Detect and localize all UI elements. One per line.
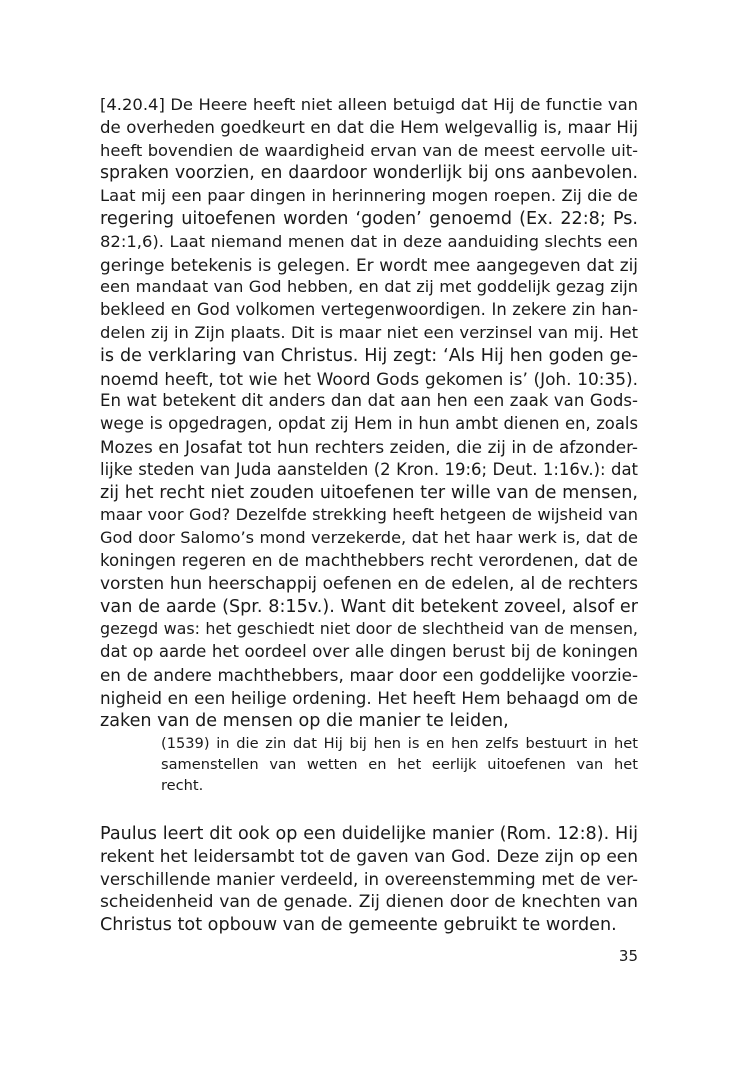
text-line: gezegd was: het geschiedt niet door de slechtheid van de mensen, xyxy=(100,619,638,639)
text-line: God door Salomo’s mond verzekerde, dat het haar werk is, dat de xyxy=(100,528,638,548)
text-line: Laat mij een paar dingen in herinnering mogen roepen. Zij die de xyxy=(100,186,638,206)
page-number: 35 xyxy=(618,947,638,965)
note-line: (1539) in die zin dat Hij bij hen is en hen zelfs bestuurt in het xyxy=(161,735,638,753)
text-line: verschillende manier verdeeld, in overeenstemming met de ver- xyxy=(100,869,638,889)
note-line: samenstellen van wetten en het eerlijk uitoefenen van het xyxy=(161,755,638,773)
text-line: de overheden goedkeurt en dat die Hem welgevallig is, maar Hij xyxy=(100,117,638,137)
note-1539 xyxy=(161,734,638,796)
text-line: zaken van de mensen op die manier te leiden, xyxy=(100,710,509,731)
text-line: van de aarde (Spr. 8:15v.). Want dit betekent zoveel, alsof er xyxy=(100,596,638,617)
text-line: heeft bovendien de waardigheid ervan van de meest eervolle uit- xyxy=(100,140,638,160)
text-line: en de andere machthebbers, maar door een goddelijke voorzie- xyxy=(100,664,638,685)
text-line: Paulus leert dit ook op een duidelijke manier (Rom. 12:8). Hij xyxy=(100,824,638,845)
text-line: Mozes en Josafat tot hun rechters zeiden, die zij in de afzonder- xyxy=(100,436,638,457)
text-line: bekleed en God volkomen vertegenwoordigen. In zekere zin han- xyxy=(100,300,638,320)
text-line: [4.20.4] De Heere heeft niet alleen betuigd dat Hij de functie van xyxy=(100,95,638,114)
text-line: wege is opgedragen, opdat zij Hem in hun ambt dienen en, zoals xyxy=(100,414,638,434)
text-line: scheidenheid van de genade. Zij dienen door de knechten van xyxy=(100,892,638,913)
paragraph-paulus xyxy=(100,823,638,937)
note-line: recht. xyxy=(161,776,204,794)
text-line: dat op aarde het oordeel over alle dingen berust bij de koningen xyxy=(100,642,638,662)
text-line: koningen regeren en de machthebbers recht verordenen, dat de xyxy=(100,550,638,570)
page-body xyxy=(100,94,638,937)
text-line: zij het recht niet zouden uitoefenen ter wille van de mensen, xyxy=(100,482,638,503)
text-line: geringe betekenis is gelegen. Er wordt mee aangegeven dat zij xyxy=(100,254,638,275)
paragraph-4-20-4 xyxy=(100,94,638,732)
text-line: vorsten hun heerschappij oefenen en de edelen, al de rechters xyxy=(100,573,638,594)
text-line: rekent het leidersambt tot de gaven van God. Deze zijn op een xyxy=(100,846,638,867)
text-line: spraken voorzien, en daardoor wonderlijk bij ons aanbevolen. xyxy=(100,163,638,184)
text-line: is de verklaring van Christus. Hij zegt: ‘Als Hij hen goden ge- xyxy=(100,345,638,366)
text-line: lijke steden van Juda aanstelden (2 Kron. 19:6; Deut. 1:16v.): dat xyxy=(100,459,638,479)
text-line: Christus tot opbouw van de gemeente gebruikt te worden. xyxy=(100,915,617,936)
text-line: En wat betekent dit anders dan dat aan hen een zaak van Gods- xyxy=(100,391,638,411)
text-line: een mandaat van God hebben, en dat zij met goddelijk gezag zijn xyxy=(100,277,638,297)
text-line: noemd heeft, tot wie het Woord Gods gekomen is’ (Joh. 10:35). xyxy=(100,368,638,389)
text-line: maar voor God? Dezelfde strekking heeft hetgeen de wijsheid van xyxy=(100,505,638,525)
text-line: nigheid en een heilige ordening. Het heeft Hem behaagd om de xyxy=(100,687,638,708)
text-line: regering uitoefenen worden ‘goden’ genoemd (Ex. 22:8; Ps. xyxy=(100,208,638,229)
text-line: 82:1,6). Laat niemand menen dat in deze aanduiding slechts een xyxy=(100,231,638,251)
text-line: delen zij in Zijn plaats. Dit is maar niet een verzinsel van mij. Het xyxy=(100,322,638,342)
